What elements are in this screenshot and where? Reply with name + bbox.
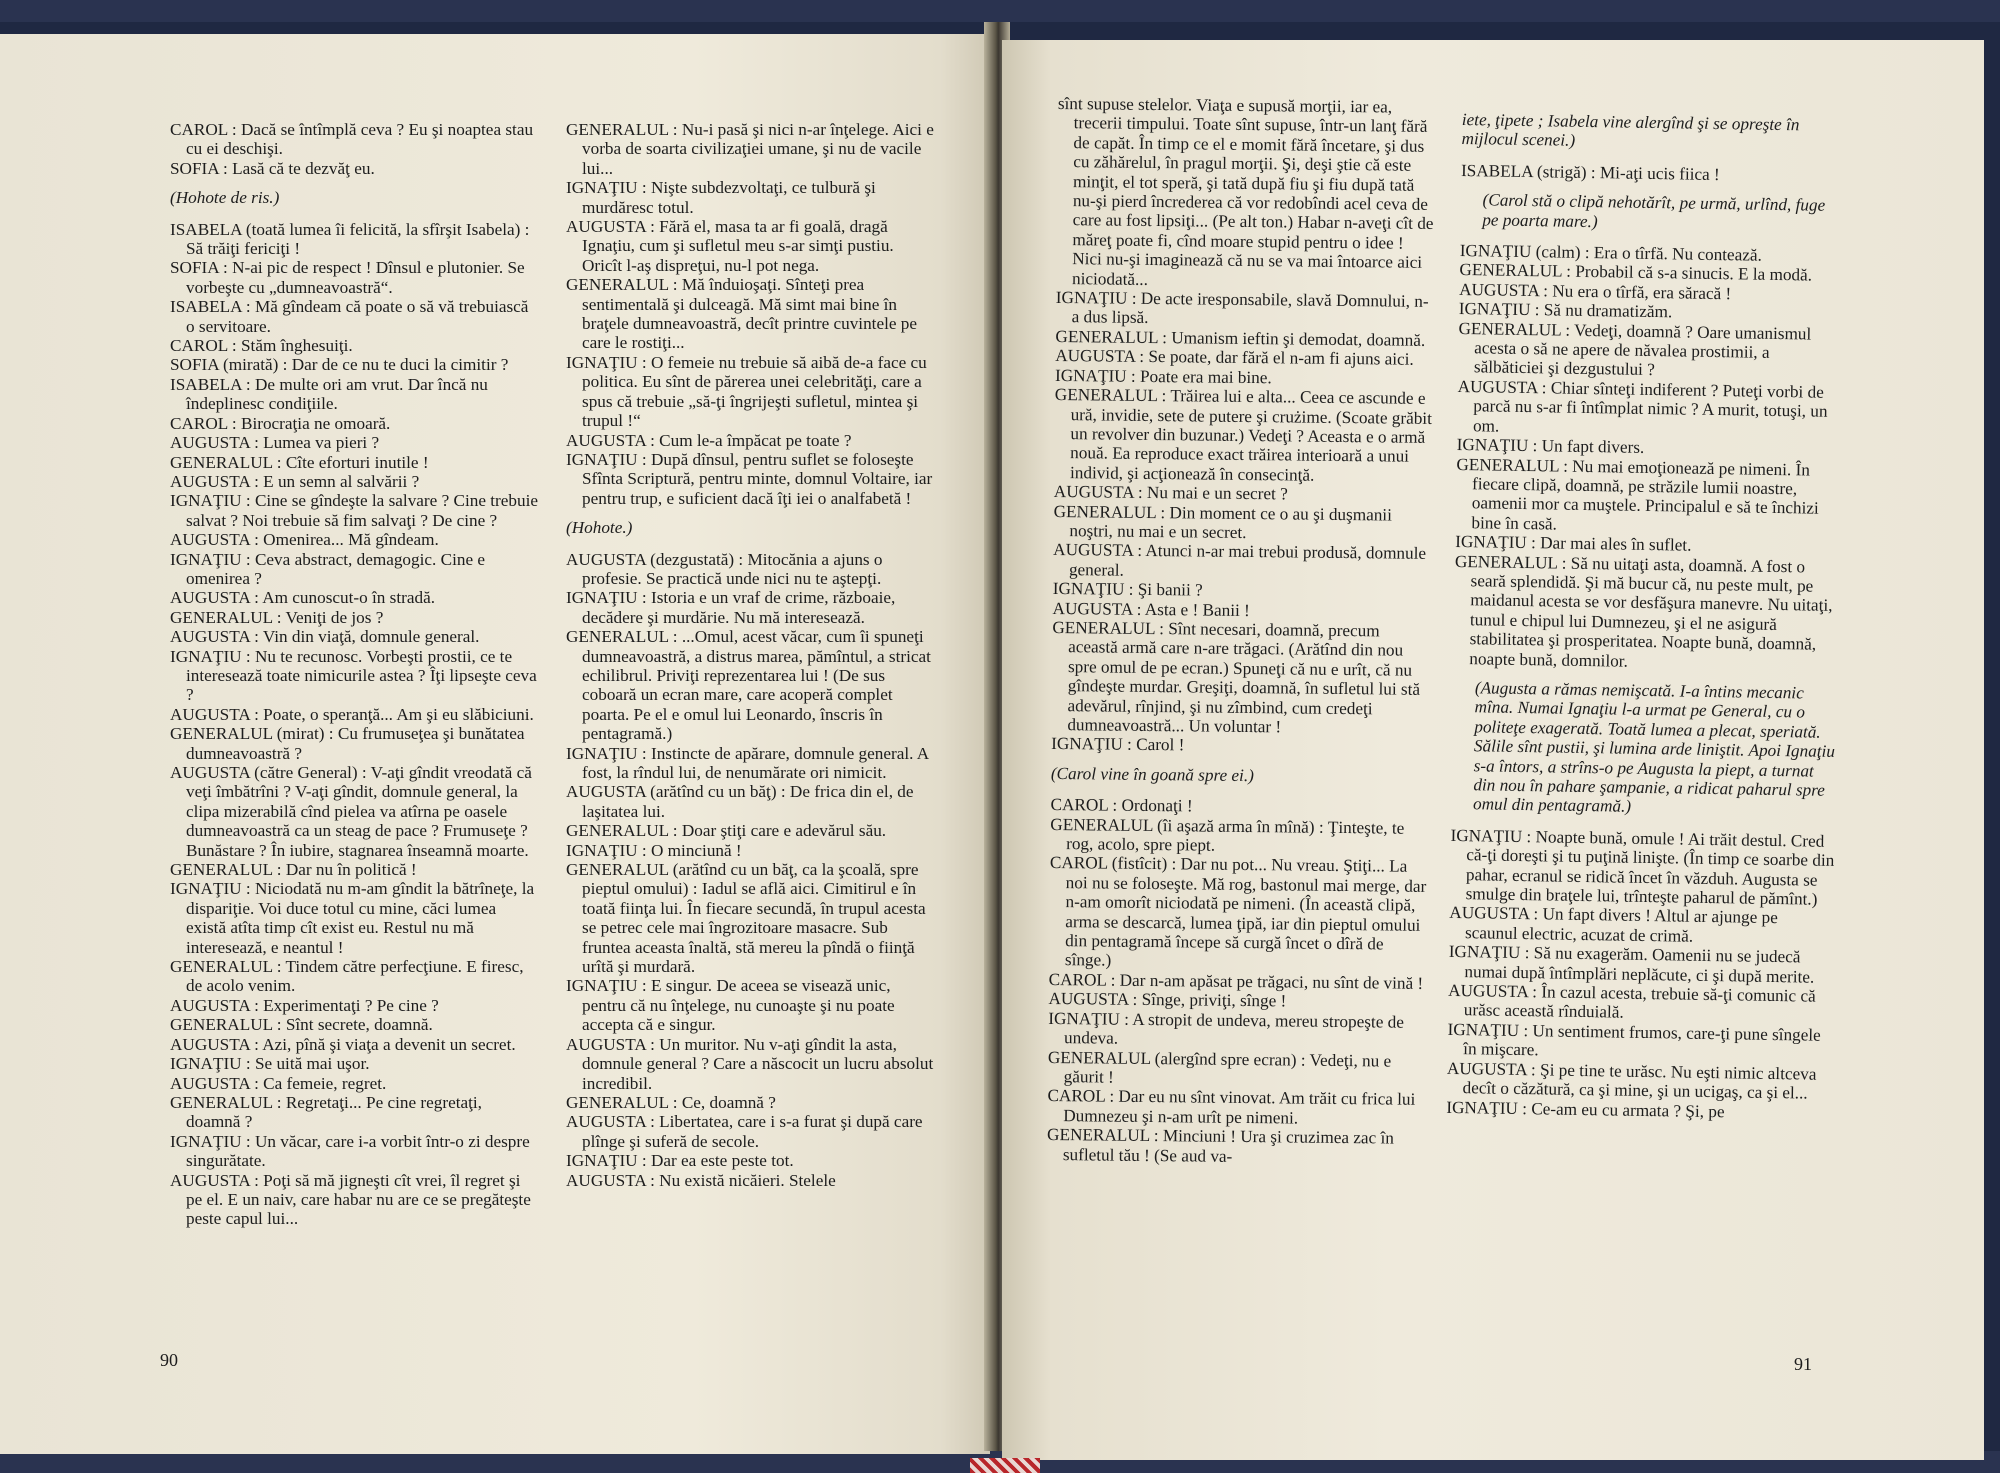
dialogue-line: GENERALUL : Tindem către perfecţiune. E firesc, de acolo venim. — [170, 957, 524, 996]
dialogue-line: AUGUSTA : Asta e ! Banii ! — [1052, 598, 1250, 620]
dialogue-line: AUGUSTA : Poate, o speranţă... Am şi eu slăbiciuni. — [170, 704, 534, 724]
dialogue-line: AUGUSTA : Cum le-a împăcat pe toate ? — [566, 430, 852, 450]
dialogue-line: GENERALUL : Să nu uitaţi asta, doamnă. A fost o seară splendidă. Şi mă bucur că, nu peste mult, pe maidanul acesta se vor desfăşura manevre. Nu uitaţi, tunul e chipul lui Dumnezeu, şi el ne asigură stabilitatea şi prosperitatea. Noapte bună, doamnă, noapte bună, domnilor. — [1454, 551, 1833, 671]
dialogue-line: AUGUSTA : Nu mai e un secret ? — [1053, 482, 1288, 504]
dialogue-line: GENERALUL (alergînd spre ecran) : Vedeţi, nu e găurit ! — [1047, 1047, 1392, 1087]
dialogue-line: IGNAŢIU : O femeie nu trebuie să aibă de-a face cu politica. Eu sînt de părerea unei celebrităţi, care a spus că trebuie „să-ţi îngrijeşti sufletul, mintea şi trupul !“ — [566, 352, 927, 431]
stage-direction: iete, ţipete ; Isabela vine alergînd şi se opreşte în mijlocul scenei.) — [1461, 110, 1800, 151]
dialogue-line: IGNAŢIU : De acte iresponsabile, slavă Domnului, n-a dus lipsă. — [1055, 288, 1429, 328]
dialogue-line: IGNAŢIU : Ce-am eu cu armata ? Şi, pe — [1446, 1097, 1725, 1121]
dialogue-line: AUGUSTA : Se poate, dar fără el n-am fi ajuns aici. — [1055, 346, 1414, 370]
dialogue-line: AUGUSTA (către General) : V-aţi gîndit vreodată că veţi îmbătrîni ? V-aţi gîndit, domnule general, la clipa mizerabilă cînd pielea va atîrna pe oasele dumneavoastră ca un steag de pace ? Frumuseţe ? Bunăstare ? În iubire, stagnarea înseamnă moarte. — [170, 763, 532, 860]
dialogue-line: IGNAŢIU : Niciodată nu m-am gîndit la bătrîneţe, la dispariţie. Voi duce totul cu mine, căci lumea există atîta timp cît exist eu. Restul nu mă interesează, e neantul ! — [170, 879, 535, 957]
dialogue-line: IGNAŢIU : Cine se gîndeşte la salvare ? Cine trebuie salvat ? Noi trebuie să fim salvaţi ? De cine ? — [170, 491, 538, 530]
dialogue-line: AUGUSTA : Nu era o tîrfă, era săracă ! — [1459, 279, 1732, 304]
dialogue-line: GENERALUL : Din moment ce o au şi duşmanii noştri, nu mai e un secret. — [1053, 501, 1393, 542]
dialogue-line: AUGUSTA : Fără el, masa ta ar fi goală, dragă Ignaţiu, cum şi sufletul meu s-ar simţi pustiu. Oricît l-aş dispreţui, nu-l pot nega. — [566, 217, 894, 275]
dialogue-line: GENERALUL : Doar ştiţi care e adevărul său. — [566, 821, 887, 841]
dialogue-line: GENERALUL : Nu-i pasă şi nici n-ar înţelege. Aici e vorba de soarta civilizaţiei umane, şi nu de vacile lui... — [566, 120, 934, 178]
dialogue-line: GENERALUL : Sînt secrete, doamnă. — [170, 1015, 433, 1035]
dialogue-line: IGNAŢIU : Nişte subdezvoltaţi, ce tulbură şi murdăresc totul. — [566, 178, 876, 217]
dialogue-line: IGNAŢIU : O minciună ! — [566, 840, 742, 860]
dialogue-line: ISABELA (strigă) : Mi-aţi ucis fiica ! — [1460, 160, 1720, 184]
dialogue-line: CAROL : Ordonaţi ! — [1050, 795, 1193, 816]
dialogue-line: ISABELA : De multe ori am vrut. Dar încă nu îndeplinesc condiţiile. — [170, 374, 488, 414]
dialogue-line: AUGUSTA : Libertatea, care i s-a furat şi după care plînge şi suferă de secole. — [566, 1112, 923, 1151]
dialogue-line: AUGUSTA : Atunci n-ar mai trebui produsă, domnule general. — [1053, 540, 1427, 580]
dialogue-line: AUGUSTA : Omenirea... Mă gîndeam. — [170, 530, 439, 550]
dialogue-line: CAROL : Dacă se întîmplă ceva ? Eu şi noaptea stau cu ei deschişi. — [170, 120, 534, 159]
dialogue-line: CAROL : Stăm înghesuiţi. — [170, 336, 353, 356]
right-page-column-1 — [1047, 94, 1438, 1168]
book-spread — [0, 22, 2000, 1451]
dialogue-line: CAROL : Dar n-am apăsat pe trăgaci, nu sînt de vină ! — [1048, 969, 1424, 993]
dialogue-line: GENERALUL : Dar nu în politică ! — [170, 860, 417, 880]
dialogue-line: ISABELA : Mă gîndeam că poate o să vă trebuiască o servitoare. — [170, 297, 529, 336]
dialogue-line: AUGUSTA (dezgustată) : Mitocănia a ajuns o profesie. Se practică unde nici nu te aştepţi. — [566, 549, 883, 588]
right-page — [1002, 40, 1984, 1460]
stage-direction: (Hohote de ris.) — [170, 188, 280, 208]
dialogue-line: AUGUSTA : Sînge, priviţi, sînge ! — [1048, 989, 1287, 1011]
dialogue-line: GENERALUL : Cîte eforturi inutile ! — [170, 452, 429, 472]
stage-direction: (Hohote.) — [566, 518, 633, 538]
dialogue-line: GENERALUL (mirat) : Cu frumuseţea şi bunătatea dumneavoastră ? — [170, 724, 525, 763]
dialogue-line: IGNAŢIU : Şi banii ? — [1052, 579, 1203, 600]
dialogue-line: GENERALUL : Umanism ieftin şi demodat, doamnă. — [1055, 326, 1426, 350]
dialogue-line: IGNAŢIU : Instincte de apărare, domnule general. A fost, la rîndul lui, de nenumărate ori nimicit. — [566, 743, 929, 782]
dialogue-line: GENERALUL : Nu mai emoţionează pe nimeni. În fiecare clipă, doamnă, pe străzile lumii noastre, oamenii mor ca muştele. Principalul e să te închizi bine în casă. — [1456, 454, 1819, 534]
dialogue-line: IGNAŢIU (calm) : Era o tîrfă. Nu contează. — [1459, 241, 1762, 265]
dialogue-line: IGNAŢIU : Poate era mai bine. — [1054, 365, 1272, 387]
dialogue-line: GENERALUL : Probabil că s-a sinucis. E la modă. — [1459, 260, 1813, 285]
dialogue-line: AUGUSTA : Azi, pînă şi viaţa a devenit un secret. — [170, 1034, 516, 1054]
dialogue-line: CAROL (fistîcit) : Dar nu pot... Nu vreau. Ştiţi... La noi nu se foloseşte. Mă rog, bastonul mai merge, dar n-am omorît niciodată pe nimeni. (În această clipă, arma se descarcă, lumea ţipă, iar din pieptul omului din pentagramă începe să curgă încet o dîră de sînge.) — [1049, 853, 1427, 971]
dialogue-line: sînt supuse stelelor. Viaţa e supusă morţii, iar ea, trecerii timpului. Toate sînt supuse, într-un lanţ fără de capăt. În timp ce el e momit fără încetare, şi dus cu zăhărelul, în pragul morţii. Şi, deşi ştie că este minţit, el tot speră, şi tată după fiu şi fiu după tată nu-şi pierd încrederea că vor redobîndi acel ceva de care au fost lipsiţi... (Pe alt ton.) Habar n-aveţi cît de măreţ poate fi, cînd moare stupid pentru o idee ! Nici nu-şi imaginează că nu se va mai întoarce aici niciodată... — [1057, 94, 1434, 289]
dialogue-line: GENERALUL : ...Omul, acest văcar, cum îi spuneţi dumneavoastră, a distrus marea, pămîntul, a stricat echilibrul. Priviţi reprezentarea lui ! (De sus coboară un ecran mare, care acoperă complet poarta. Pe el e omul lui Leonardo, înscris în pentagramă.) — [566, 627, 931, 744]
dialogue-line: IGNAŢIU : Să nu exagerăm. Oamenii nu se judecă numai după întîmplări neplăcute, ci şi după merite. — [1448, 942, 1815, 987]
stage-direction: (Augusta a rămas nemişcată. I-a întins mecanic mîna. Numai Ignaţiu l-a urmat pe General, cu o politeţe exagerată. Toată lumea a plecat, speriată. Sălile sînt pustii, şi lumina arde liniştit. Apoi Ignaţiu s-a întors, a strîns-o pe Augusta la piept, a turnat din nou în pahare şampanie, a ridicat paharul spre omul din pentagramă.) — [1472, 678, 1836, 817]
dialogue-line: GENERALUL : Vedeţi, doamnă ? Oare umanismul acesta o să ne apere de năvalea prostimii, a sălbăticiei şi dezgustului ? — [1458, 318, 1812, 380]
left-page-column-1 — [170, 120, 538, 1229]
stage-direction: (Carol stă o clipă nehotărît, pe urmă, urlînd, fuge pe poarta mare.) — [1482, 190, 1826, 231]
dialogue-line: GENERALUL : Ce, doamnă ? — [566, 1092, 776, 1112]
dialogue-line: AUGUSTA (arătînd cu un băţ) : De frica din el, de laşitatea lui. — [566, 782, 914, 821]
dialogue-line: AUGUSTA : E un semn al salvării ? — [170, 471, 420, 491]
dialogue-line: IGNAŢIU : Nu te recunosc. Vorbeşti prostii, ce te interesează toate nimicurile astea ? Îţi lipseşte ceva ? — [170, 646, 537, 705]
page-number-right: 91 — [1794, 1354, 1812, 1374]
dialogue-line: GENERALUL : Veniţi de jos ? — [170, 607, 384, 627]
dialogue-line: IGNAŢIU : Istoria e un vraf de crime, războaie, decădere şi murdărie. Nu mă interesează. — [566, 588, 896, 627]
dialogue-line: AUGUSTA : Am cunoscut-o în stradă. — [170, 588, 436, 608]
stage-direction: (Carol vine în goană spre ei.) — [1050, 763, 1255, 785]
dialogue-line: IGNAŢIU : Se uită mai uşor. — [170, 1054, 370, 1074]
dialogue-line: IGNAŢIU : După dînsul, pentru suflet se foloseşte Sfînta Scriptură, pentru minte, domnul Voltaire, iar pentru trup, e suficient dacă îţi iei o analfabetă ! — [566, 449, 933, 508]
dialogue-line: GENERALUL : Mă înduioşaţi. Sînteţi prea sentimentală şi dulceagă. Mă simt mai bine în braţele dumneavoastră, decît printre cuvintele pe care le rostiţi... — [566, 275, 918, 353]
dialogue-line: SOFIA : Lasă că te dezvăţ eu. — [170, 158, 375, 178]
bookmark-ribbon — [970, 1458, 1040, 1473]
dialogue-line: IGNAŢIU : Un văcar, care i-a vorbit într-o zi despre singurătate. — [170, 1131, 530, 1171]
right-page-column-2 — [1446, 110, 1846, 1123]
dialogue-line: AUGUSTA : Poţi să mă jigneşti cît vrei, îl regret şi pe el. E un naiv, care habar nu are ce se pregăteşte peste capul lui... — [170, 1170, 531, 1229]
dialogue-line: SOFIA (mirată) : Dar de ce nu te duci la cimitir ? — [170, 355, 509, 375]
dialogue-line: AUGUSTA : În cazul acesta, trebuie să-ţi comunic că urăsc această rînduială. — [1448, 980, 1816, 1023]
left-page — [0, 34, 990, 1454]
dialogue-line: IGNAŢIU : Noapte bună, omule ! Ai trăit destul. Cred că-ţi doreşti şi tu puţină linişte. (În timp ce soarbe din pahar, ecranul se ridică încet în văzduh. Augusta se smulge din braţele lui, trînteşte paharul de pămînt.) — [1450, 825, 1835, 909]
dialogue-line: AUGUSTA : Chiar sînteţi indiferent ? Puteţi vorbi de parcă nu s-ar fi întîmplat nimic ? A murit, totuşi, un om. — [1457, 376, 1828, 436]
dialogue-line: IGNAŢIU : Carol ! — [1051, 734, 1185, 755]
dialogue-line: IGNAŢIU : Dar mai ales în suflet. — [1455, 532, 1692, 555]
dialogue-line: CAROL : Birocraţia ne omoară. — [170, 413, 391, 433]
dialogue-line: IGNAŢIU : E singur. De aceea se visează unic, pentru că nu înţelege, nu cunoaşte şi nu poate accepta că e singur. — [566, 976, 895, 1035]
left-page-column-2 — [566, 120, 936, 1190]
dialogue-line: AUGUSTA : Un fapt divers ! Altul ar ajunge pe scaunul electric, acuzat de crimă. — [1449, 903, 1778, 946]
dialogue-line: GENERALUL : Minciuni ! Ura şi cruzimea zac în sufletul tău ! (Se aud va- — [1047, 1125, 1395, 1166]
dialogue-line: GENERALUL : Sînt necesari, doamnă, precum această armă care n-are trăgaci. (Arătînd din nou spre omul de pe ecran.) Spuneţi că nu e urît, că nu gîndeşte murdar. Greşiţi, doamnă, în sufletul lui stă adevărul, rînjind, şi nu zîmbind, cum credeţi dumneavoastră... Un voluntar ! — [1052, 617, 1421, 737]
dialogue-line: AUGUSTA : Experimentaţi ? Pe cine ? — [170, 995, 439, 1015]
dialogue-line: SOFIA : N-ai pic de respect ! Dînsul e plutonier. Se vorbeşte cu „dumneavoastră“. — [170, 258, 525, 297]
dialogue-line: GENERALUL (arătînd cu un băţ, ca la şcoală, spre pieptul omului) : Iadul se află aici. Cimitirul e în toată fiinţa lui. În fiecare secundă, în trupul acesta se petrec cele mai îngrozitoare masacre. Sub fruntea aceasta înaltă, stă mereu la pîndă o fiinţă urîtă şi murdară. — [566, 860, 926, 977]
dialogue-line: IGNAŢIU : Un sentiment frumos, care-ţi pune sîngele în mişcare. — [1447, 1019, 1821, 1060]
dialogue-line: IGNAŢIU : Dar ea este peste tot. — [566, 1151, 794, 1171]
dialogue-line: IGNAŢIU : Să nu dramatizăm. — [1458, 299, 1673, 322]
dialogue-line: AUGUSTA : Ca femeie, regret. — [170, 1073, 387, 1093]
dialogue-line: AUGUSTA : Nu există nicăieri. Stelele — [566, 1170, 836, 1190]
dialogue-line: GENERALUL : Trăirea lui e alta... Ceea ce ascunde e ură, invidie, sete de putere şi crużime. (Scoate grăbit un revolver din buzunar.) Vedeţi ? Aceasta e o armă nouă. Ea reproduce exact trăirea interioară a unui individ, şi acţionează în consecinţă. — [1054, 385, 1433, 485]
dialogue-line: IGNAŢIU : A stropit de undeva, mereu stropeşte de undeva. — [1048, 1008, 1405, 1048]
dialogue-line: AUGUSTA : Un muritor. Nu v-aţi gîndit la asta, domnule general ? Care a născocit un lucru absolut incredibil. — [566, 1034, 934, 1093]
dialogue-line: AUGUSTA : Vin din viaţă, domnule general. — [170, 627, 480, 647]
dialogue-line: GENERALUL : Regretaţi... Pe cine regretaţi, doamnă ? — [170, 1092, 482, 1132]
dialogue-line: AUGUSTA : Şi pe tine te urăsc. Nu eşti nimic altceva decît o căzătură, ca şi mine, şi un ucigaş, ca şi el... — [1446, 1058, 1817, 1103]
dialogue-line: GENERALUL (îi aşază arma în mînă) : Ţinteşte, te rog, acolo, spre piept. — [1050, 814, 1405, 855]
dialogue-line: ISABELA (toată lumea îi felicită, la sfîrşit Isabela) : Să trăiţi fericiţi ! — [170, 219, 530, 259]
page-number-left: 90 — [160, 1350, 178, 1370]
dialogue-line: IGNAŢIU : Un fapt divers. — [1456, 435, 1645, 457]
dialogue-line: CAROL : Dar eu nu sînt vinovat. Am trăit cu frica lui Dumnezeu şi n-am urît pe nimeni. — [1047, 1086, 1416, 1128]
dialogue-line: AUGUSTA : Lumea va pieri ? — [170, 433, 380, 453]
dialogue-line: IGNAŢIU : Ceva abstract, demagogic. Cine e omenirea ? — [170, 549, 485, 588]
